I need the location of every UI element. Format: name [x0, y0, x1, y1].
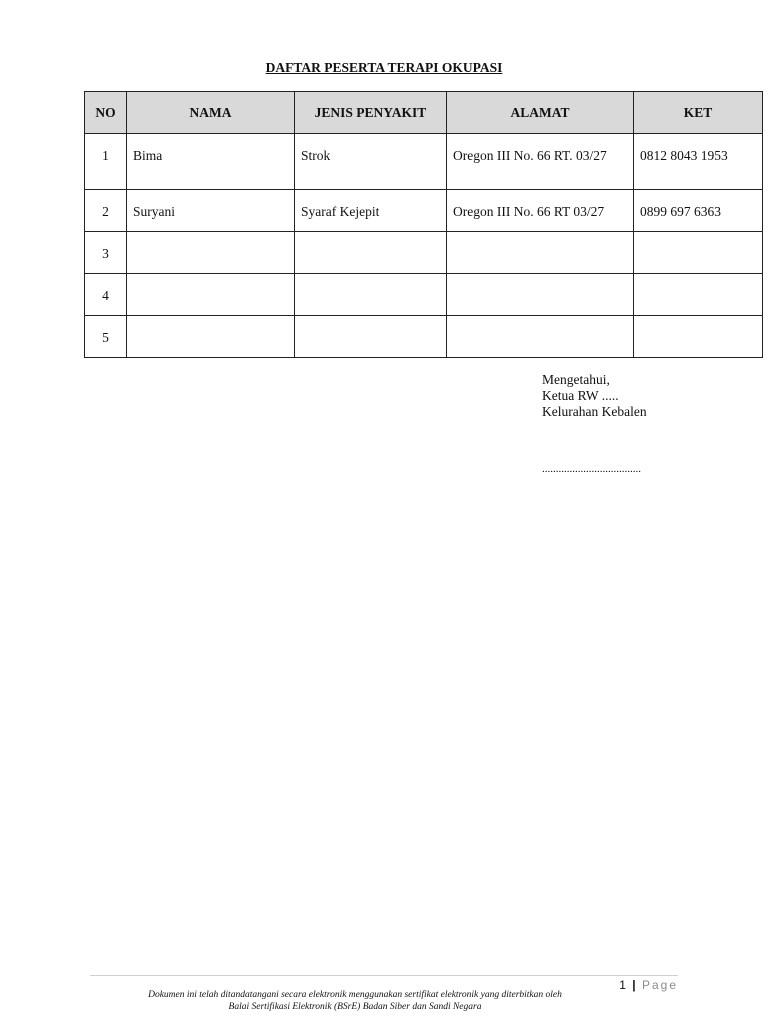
cell-nama: [127, 232, 295, 274]
header-ket: KET: [634, 92, 763, 134]
cell-ket: [634, 316, 763, 358]
table-row: [85, 134, 763, 190]
signature-block: [542, 372, 647, 420]
header-nama: NAMA: [127, 92, 295, 134]
document-title: DAFTAR PESERTA TERAPI OKUPASI: [265, 60, 503, 75]
table-row: [85, 316, 763, 358]
table-header-row: [85, 92, 763, 134]
participants-table: [84, 91, 763, 358]
cell-alamat: Oregon III No. 66 RT 03/27: [447, 190, 634, 232]
cell-alamat: Oregon III No. 66 RT. 03/27: [447, 134, 634, 190]
signature-name-line: ....................................: [542, 463, 641, 475]
cell-ket: 0899 697 6363: [634, 190, 763, 232]
header-alamat: ALAMAT: [447, 92, 634, 134]
footer-note: [0, 989, 710, 1013]
cell-penyakit: [295, 232, 447, 274]
page-number-value: 1: [619, 978, 626, 992]
cell-nama: [127, 316, 295, 358]
cell-no: 1: [85, 134, 127, 190]
page-label: Page: [641, 978, 678, 992]
footer-note-line2: Balai Sertifikasi Elektronik (BSrE) Badan Siber dan Sandi Negara: [228, 1002, 482, 1012]
cell-nama: Suryani: [127, 190, 295, 232]
cell-nama: Bima: [127, 134, 295, 190]
cell-no: 4: [85, 274, 127, 316]
cell-nama: [127, 274, 295, 316]
table-row: [85, 190, 763, 232]
cell-penyakit: Syaraf Kejepit: [295, 190, 447, 232]
cell-ket: [634, 232, 763, 274]
cell-no: 5: [85, 316, 127, 358]
signature-office: Kelurahan Kebalen: [542, 404, 647, 419]
signature-role: Ketua RW .....: [542, 388, 619, 403]
page-number-separator: |: [632, 978, 636, 992]
cell-alamat: [447, 274, 634, 316]
cell-alamat: [447, 232, 634, 274]
cell-no: 3: [85, 232, 127, 274]
cell-no: 2: [85, 190, 127, 232]
cell-penyakit: [295, 274, 447, 316]
cell-penyakit: Strok: [295, 134, 447, 190]
signature-acknowledged: Mengetahui,: [542, 372, 610, 387]
table-row: [85, 232, 763, 274]
cell-penyakit: [295, 316, 447, 358]
cell-ket: [634, 274, 763, 316]
cell-alamat: [447, 316, 634, 358]
footer-divider: [90, 975, 678, 976]
cell-ket: 0812 8043 1953: [634, 134, 763, 190]
header-no: NO: [85, 92, 127, 134]
footer-note-line1: Dokumen ini telah ditandatangani secara elektronik menggunakan sertifikat elektronik yang diterbitkan oleh: [148, 990, 562, 1000]
table-row: [85, 274, 763, 316]
header-jenis-penyakit: JENIS PENYAKIT: [295, 92, 447, 134]
